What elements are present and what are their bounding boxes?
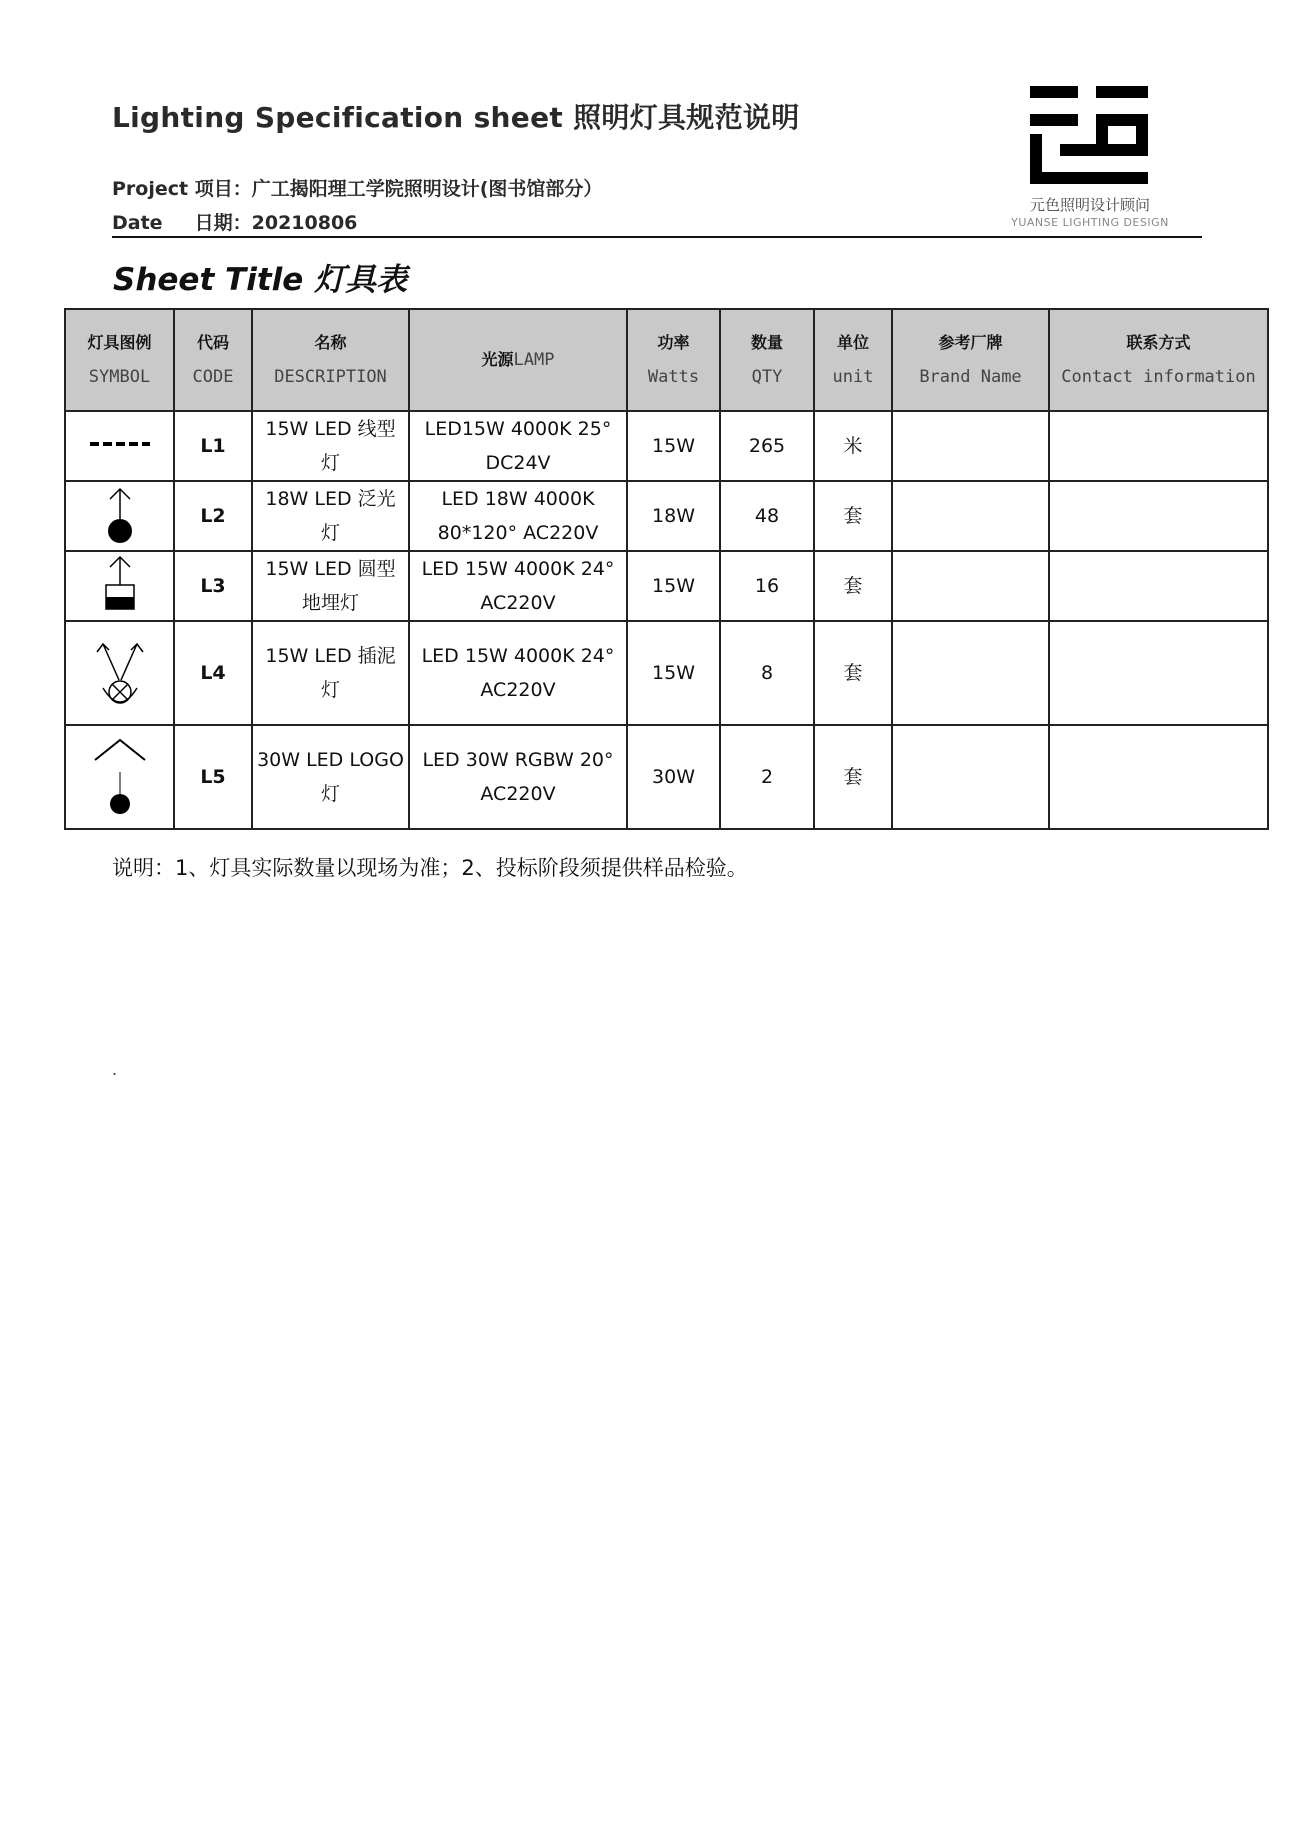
contact-cell — [1049, 551, 1268, 621]
unit-cell: 套 — [814, 551, 892, 621]
table-header-row — [65, 309, 1268, 411]
watts-cell: 15W — [627, 411, 720, 481]
col-header-watts: 功率 Watts — [627, 309, 720, 411]
description-cell: 15W LED 线型灯 — [252, 411, 409, 481]
contact-cell — [1049, 725, 1268, 829]
symbol-cell — [65, 481, 174, 551]
yuanse-logo-icon — [1010, 82, 1170, 194]
header-divider — [112, 236, 1202, 238]
unit-cell: 套 — [814, 621, 892, 725]
spike-light-symbol-icon — [85, 630, 155, 716]
col-header-contact: 联系方式 Contact information — [1049, 309, 1268, 411]
watts-cell: 18W — [627, 481, 720, 551]
watts-cell: 15W — [627, 621, 720, 725]
table-row — [65, 621, 1268, 725]
brand-cell — [892, 481, 1049, 551]
inground-light-symbol-icon — [90, 553, 150, 619]
lamp-cell: LED 18W 4000K 80*120° AC220V — [409, 481, 627, 551]
col-header-brand: 参考厂牌 Brand Name — [892, 309, 1049, 411]
description-cell: 15W LED 插泥灯 — [252, 621, 409, 725]
unit-cell: 套 — [814, 725, 892, 829]
footnote: 说明：1、灯具实际数量以现场为准；2、投标阶段须提供样品检验。 — [112, 856, 748, 880]
unit-cell: 套 — [814, 481, 892, 551]
qty-cell: 16 — [720, 551, 814, 621]
brand-cell — [892, 725, 1049, 829]
description-cell: 30W LED LOGO灯 — [252, 725, 409, 829]
description-cell: 15W LED 圆型地埋灯 — [252, 551, 409, 621]
project-line — [112, 174, 602, 201]
table-row — [65, 551, 1268, 621]
col-header-description: 名称 DESCRIPTION — [252, 309, 409, 411]
col-header-symbol: 灯具图例 SYMBOL — [65, 309, 174, 411]
company-logo — [1010, 82, 1180, 232]
code-cell: L3 — [174, 551, 252, 621]
logo-name-cn: 元色照明设计顾问 — [1029, 196, 1150, 214]
date-line — [112, 208, 357, 235]
code-cell: L4 — [174, 621, 252, 725]
dashed-line-symbol-icon — [80, 426, 160, 466]
logo-name-en: YUANSE LIGHTING DESIGN — [1011, 216, 1169, 229]
date-value: 日期：20210806 — [194, 212, 358, 234]
description-cell: 18W LED 泛光灯 — [252, 481, 409, 551]
brand-cell — [892, 411, 1049, 481]
table-row — [65, 481, 1268, 551]
lamp-cell: LED15W 4000K 25° DC24V — [409, 411, 627, 481]
project-value: 项目：广工揭阳理工学院照明设计(图书馆部分） — [194, 178, 603, 200]
sheet-title: Sheet Title 灯具表 — [113, 262, 408, 298]
qty-cell: 8 — [720, 621, 814, 725]
contact-cell — [1049, 621, 1268, 725]
col-header-qty: 数量 QTY — [720, 309, 814, 411]
watts-cell: 30W — [627, 725, 720, 829]
logo-light-symbol-icon — [85, 732, 155, 822]
project-label: Project — [112, 178, 189, 200]
unit-cell: 米 — [814, 411, 892, 481]
trailing-mark: . — [112, 1060, 118, 1079]
sheet-heading: Lighting Specification sheet 照明灯具规范说明 — [112, 101, 800, 134]
brand-cell — [892, 551, 1049, 621]
floodlight-symbol-icon — [90, 483, 150, 549]
watts-cell: 15W — [627, 551, 720, 621]
code-cell: L2 — [174, 481, 252, 551]
qty-cell: 48 — [720, 481, 814, 551]
symbol-cell — [65, 725, 174, 829]
code-cell: L5 — [174, 725, 252, 829]
brand-cell — [892, 621, 1049, 725]
col-header-lamp: 光源LAMP — [409, 309, 627, 411]
table-row — [65, 411, 1268, 481]
table-row — [65, 725, 1268, 829]
qty-cell: 265 — [720, 411, 814, 481]
date-label: Date — [112, 212, 163, 234]
symbol-cell — [65, 411, 174, 481]
symbol-cell — [65, 621, 174, 725]
lamp-cell: LED 15W 4000K 24° AC220V — [409, 551, 627, 621]
col-header-unit: 单位 unit — [814, 309, 892, 411]
code-cell: L1 — [174, 411, 252, 481]
symbol-cell — [65, 551, 174, 621]
lighting-spec-table — [64, 308, 1269, 830]
col-header-code: 代码 CODE — [174, 309, 252, 411]
contact-cell — [1049, 411, 1268, 481]
contact-cell — [1049, 481, 1268, 551]
lamp-cell: LED 30W RGBW 20° AC220V — [409, 725, 627, 829]
lamp-cell: LED 15W 4000K 24° AC220V — [409, 621, 627, 725]
qty-cell: 2 — [720, 725, 814, 829]
